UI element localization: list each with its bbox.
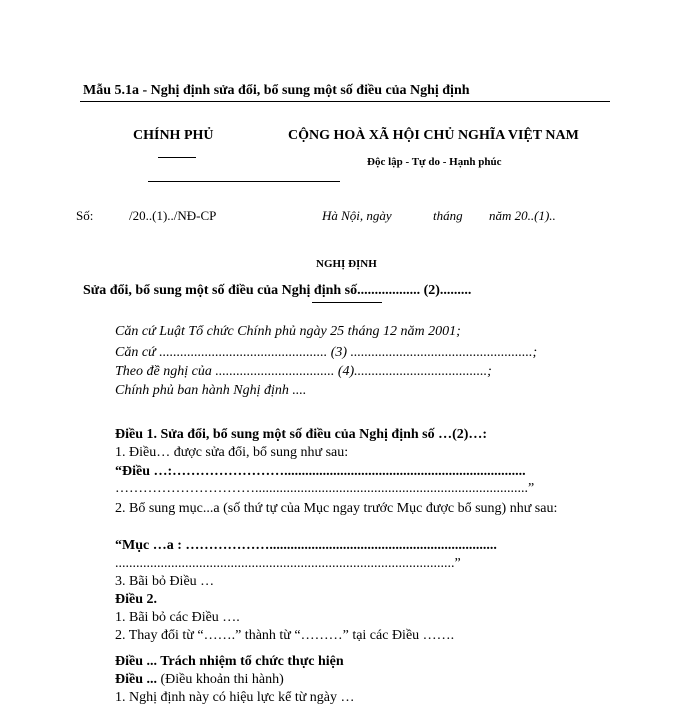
article-1-title: Điều 1. Sửa đổi, bổ sung một số điều của Nghị định số …(2)…: xyxy=(115,427,488,442)
subject-underline xyxy=(312,302,382,303)
number-label: Số: xyxy=(76,208,94,223)
number-value: /20..(1)../NĐ-CP xyxy=(129,208,217,223)
basis-line: Theo đề nghị của .................................. (4)......................................; xyxy=(115,364,492,379)
basis-line: Căn cứ Luật Tổ chức Chính phủ ngày 25 tháng 12 năm 2001; xyxy=(115,324,461,339)
article-1-quote: .................................................................................................” xyxy=(115,556,461,571)
article-3-item: 1. Nghị định này có hiệu lực kể từ ngày … xyxy=(115,690,355,705)
issuer-underline xyxy=(158,157,196,158)
article-1-quote: …………………………..............................................................................” xyxy=(115,481,535,496)
issuer: CHÍNH PHỦ xyxy=(133,128,214,143)
article-2-title: Điều 2. xyxy=(115,592,157,607)
nation-name: CỘNG HOÀ XÃ HỘI CHỦ NGHĨA VIỆT NAM xyxy=(288,128,579,143)
article-3-subtitle-rest: (Điều khoản thi hành) xyxy=(157,672,284,687)
article-2-item: 1. Bãi bỏ các Điều …. xyxy=(115,610,240,625)
article-2-item: 2. Thay đổi từ “…….” thành từ “………” tại các Điều ……. xyxy=(115,628,455,643)
document-subject: Sửa đổi, bổ sung một số điều của Nghị định số.................. (2)......... xyxy=(83,283,472,298)
basis-line: Chính phủ ban hành Nghị định .... xyxy=(115,383,307,398)
date-month: tháng xyxy=(433,208,463,223)
basis-line: Căn cứ ................................................ (3) ....................................................; xyxy=(115,345,538,360)
article-3-subtitle-bold: Điều ... xyxy=(115,672,157,687)
article-3-subtitle xyxy=(115,672,284,688)
form-title: Mẫu 5.1a - Nghị định sửa đổi, bổ sung một số điều của Nghị định xyxy=(83,83,470,98)
article-1-item: 3. Bãi bỏ Điều … xyxy=(115,574,215,589)
date-year: năm 20..(1).. xyxy=(489,208,556,223)
header-separator xyxy=(148,181,340,182)
article-1-quote: “Mục …a : ………………................................................................. xyxy=(115,538,497,553)
motto: Độc lập - Tự do - Hạnh phúc xyxy=(367,156,502,168)
title-underline xyxy=(80,101,610,102)
document-type: NGHỊ ĐỊNH xyxy=(316,258,377,270)
article-1-item: 2. Bổ sung mục...a (số thứ tự của Mục ngay trước Mục được bổ sung) như sau: xyxy=(115,501,558,516)
article-1-item: 1. Điều… được sửa đổi, bổ sung như sau: xyxy=(115,445,349,460)
article-1-quote: “Điều …:……………………..................................................................... xyxy=(115,464,526,479)
date-place: Hà Nội, ngày xyxy=(322,208,392,223)
article-3-title: Điều ... Trách nhiệm tổ chức thực hiện xyxy=(115,654,344,669)
